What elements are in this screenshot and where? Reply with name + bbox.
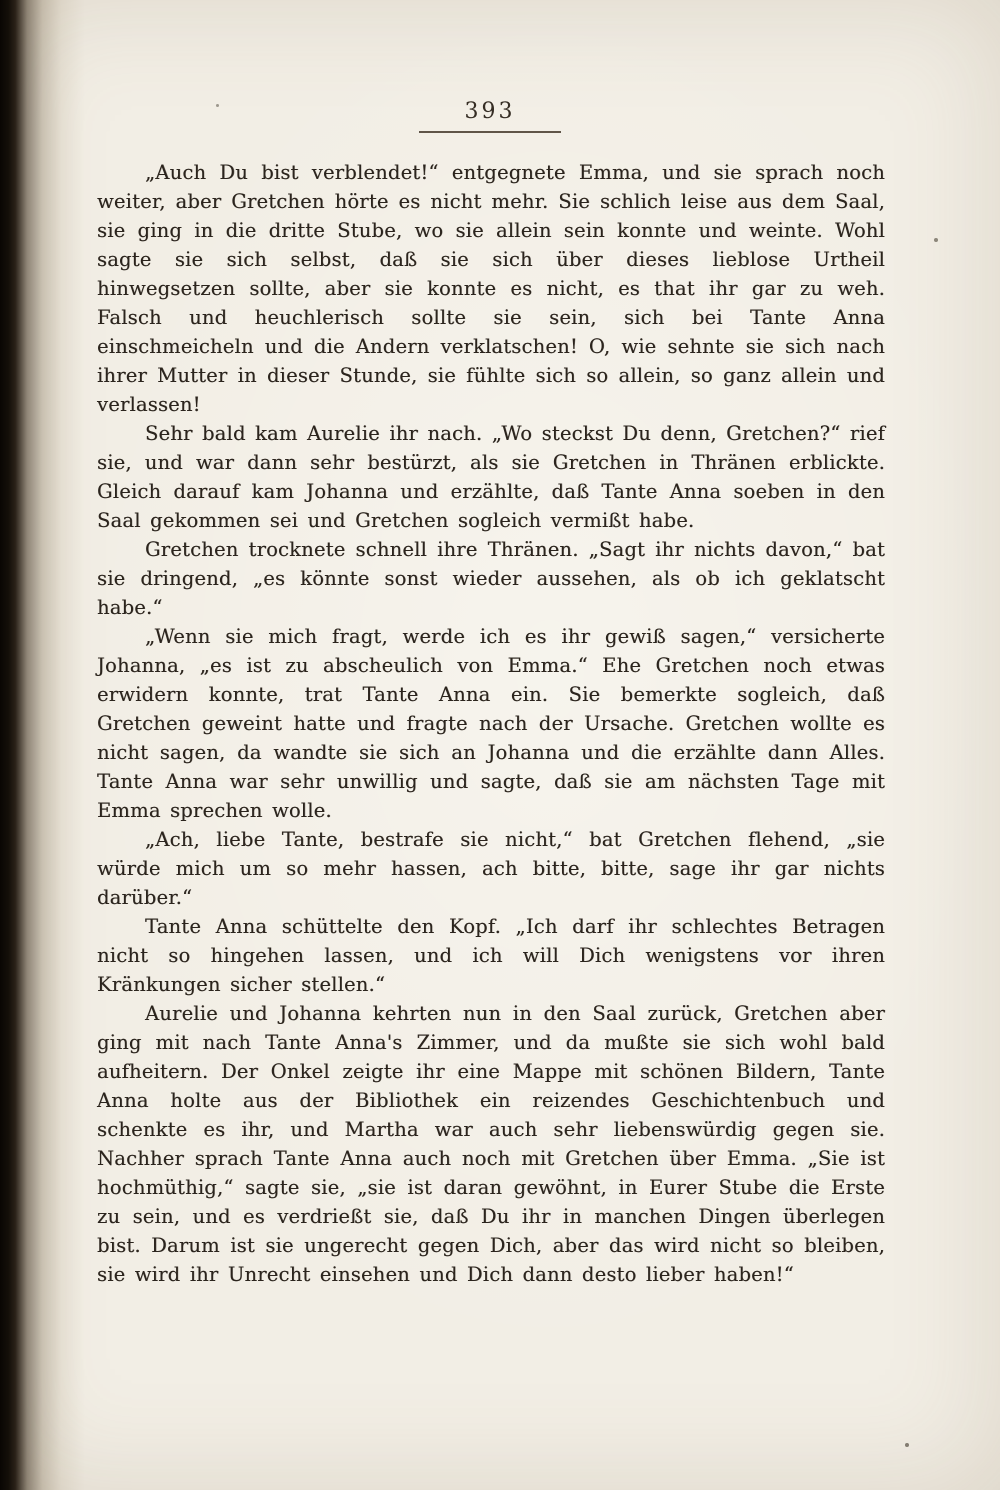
paragraph: Sehr bald kam Aurelie ihr nach. „Wo steckst Du denn, Gretchen?“ rief sie, und war dann sehr bestürzt, als sie Gretchen in Thränen erblickte. Gleich darauf kam Johanna und erzählte, daß Tante Anna soeben in den Saal gekommen sei und Gretchen sogleich vermißt habe. xyxy=(97,422,885,532)
paragraph: Gretchen trocknete schnell ihre Thränen. „Sagt ihr nichts davon,“ bat sie dringend, „es könnte sonst wieder aussehen, als ob ich geklatscht habe.“ xyxy=(97,538,885,619)
page-header xyxy=(95,100,885,133)
page-number: 393 xyxy=(464,99,516,124)
paragraph: Tante Anna schüttelte den Kopf. „Ich darf ihr schlechtes Betragen nicht so hingehen lassen, und ich will Dich wenigstens vor ihren Kränkungen sicher stellen.“ xyxy=(97,915,885,996)
paper-speck xyxy=(934,238,938,242)
paragraph: Aurelie und Johanna kehrten nun in den Saal zurück, Gretchen aber ging mit nach Tante Anna's Zimmer, und da mußte sie sich wohl bald aufheitern. Der Onkel zeigte ihr eine Mappe mit schönen Bildern, Tante Anna holte aus der Bibliothek ein reizendes Geschichtenbuch und schenkte es ihr, und Martha war auch sehr liebenswürdig gegen sie. Nachher sprach Tante Anna auch noch mit Gretchen über Emma. „Sie ist hochmüthig,“ sagte sie, „sie ist daran gewöhnt, in Eurer Stube die Erste zu sein, und es verdrießt sie, daß Du ihr in manchen Dingen überlegen bist. Darum ist sie ungerecht gegen Dich, aber das wird nicht so bleiben, sie wird ihr Unrecht einsehen und Dich dann desto lieber haben!“ xyxy=(97,1002,885,1286)
paragraph: „Wenn sie mich fragt, werde ich es ihr gewiß sagen,“ versicherte Johanna, „es ist zu abscheulich von Emma.“ Ehe Gretchen noch etwas erwidern konnte, trat Tante Anna ein. Sie bemerkte sogleich, daß Gretchen geweint hatte und fragte nach der Ursache. Gretchen wollte es nicht sagen, da wandte sie sich an Johanna und die erzählte dann Alles. Tante Anna war sehr unwillig und sagte, daß sie am nächsten Tage mit Emma sprechen wolle. xyxy=(97,625,885,822)
binding-shadow xyxy=(0,0,85,1490)
page-number-rule xyxy=(419,131,561,133)
text-block xyxy=(97,158,885,1289)
paragraph: „Auch Du bist verblendet!“ entgegnete Emma, und sie sprach noch weiter, aber Gretchen hörte es nicht mehr. Sie schlich leise aus dem Saal, sie ging in die dritte Stube, wo sie allein sein konnte und weinte. Wohl sagte sie sich selbst, daß sie sich über dieses lieblose Urtheil hinwegsetzen sollte, aber sie konnte es nicht, es that ihr gar zu weh. Falsch und heuchlerisch sollte sie sein, sich bei Tante Anna einschmeicheln und die Andern verklatschen! O, wie sehnte sie sich nach ihrer Mutter in dieser Stunde, sie fühlte sich so allein, so ganz allein und verlassen! xyxy=(97,161,885,416)
paragraph: „Ach, liebe Tante, bestrafe sie nicht,“ bat Gretchen flehend, „sie würde mich um so mehr hassen, ach bitte, bitte, sage ihr gar nichts darüber.“ xyxy=(97,828,885,909)
paper-speck xyxy=(905,1443,909,1447)
